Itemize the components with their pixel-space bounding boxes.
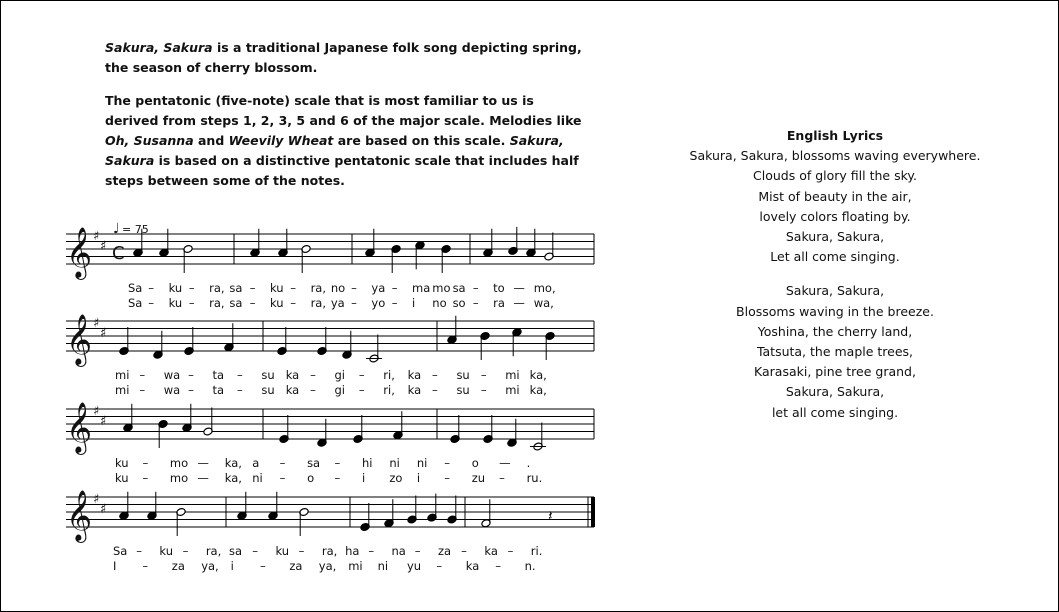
- lyric-syllable: ka: [465, 559, 480, 573]
- lyric-syllable: o: [307, 471, 315, 485]
- lyric-syllable: –: [310, 368, 316, 382]
- lyric-syllable: –: [436, 559, 443, 573]
- lyric-syllable: –: [351, 296, 357, 310]
- treble-clef-icon: 𝄞: [66, 402, 93, 453]
- lyric-syllable: ha: [345, 544, 360, 558]
- lyric-syllable: —: [197, 456, 209, 470]
- lyric-syllable: –: [432, 368, 438, 382]
- lyric-syllable: ya: [371, 281, 386, 295]
- lyric-line: Karasaki, pine tree grand,: [754, 364, 916, 380]
- lyric-syllable: –: [260, 559, 266, 573]
- lyric-syllable: su: [456, 368, 470, 382]
- staff-system-4: [66, 490, 595, 573]
- lyric-syllable: –: [472, 281, 479, 295]
- staff-system-2: [66, 314, 594, 397]
- lyric-syllable: –: [461, 544, 467, 558]
- lyric-syllable: so: [452, 296, 466, 310]
- song-name-oh-susanna: Oh, Susanna: [105, 133, 194, 148]
- lyric-syllable: yo: [371, 296, 386, 310]
- sharp-icon: ♯: [100, 326, 107, 341]
- lyric-syllable: zu: [471, 471, 486, 485]
- lyric-line: Sakura, Sakura,: [785, 283, 885, 299]
- lyric-syllable: mi: [115, 383, 130, 397]
- song-title: Sakura, Sakura: [105, 40, 213, 55]
- lyric-syllable: ku: [115, 456, 129, 470]
- sharp-icon: ♯: [93, 316, 100, 331]
- lyric-syllable: –: [310, 383, 316, 397]
- lyric-syllable: –: [142, 559, 149, 573]
- lyric-syllable: —: [513, 296, 525, 310]
- lyric-syllable: –: [236, 383, 243, 397]
- lyric-syllable: —: [499, 456, 511, 470]
- lyric-syllable: sa: [452, 281, 466, 295]
- rest-icon: 𝄽: [548, 507, 553, 525]
- staff-system-1: [66, 221, 594, 310]
- lyric-line: lovely colors floating by.: [759, 208, 911, 224]
- lyric-syllable: –: [444, 471, 450, 485]
- lyric-syllable: ku: [270, 296, 284, 310]
- lyric-syllable: ra,: [205, 544, 222, 558]
- lyric-syllable: –: [444, 456, 450, 470]
- lyric-syllable: I: [113, 559, 117, 573]
- lyric-syllable: gi: [334, 383, 345, 397]
- sharp-icon: ♯: [100, 239, 107, 254]
- sharp-icon: ♯: [100, 414, 107, 429]
- lyrics-stanza-2: [680, 281, 990, 422]
- lyric-syllable: —: [513, 281, 525, 295]
- lyric-syllable: Sa: [113, 544, 128, 558]
- lyric-syllable: –: [358, 368, 365, 382]
- lyric-syllable: zo: [389, 471, 403, 485]
- lyric-syllable: –: [298, 544, 305, 558]
- lyrics-stanza-1: [680, 146, 990, 267]
- lyric-syllable: –: [480, 383, 487, 397]
- lyric-syllable: –: [290, 281, 297, 295]
- lyric-syllable: ka: [407, 368, 422, 382]
- lyric-syllable: ku: [168, 296, 183, 310]
- lyric-syllable: —: [197, 471, 209, 485]
- lyric-syllable: ka,: [224, 456, 242, 470]
- lyric-syllable: ka: [407, 383, 422, 397]
- lyric-syllable: –: [290, 296, 297, 310]
- lyric-syllable: mo: [169, 471, 189, 485]
- lyric-syllable: ku: [275, 544, 290, 558]
- lyric-syllable: n.: [524, 559, 536, 573]
- lyric-syllable: –: [480, 368, 487, 382]
- lyric-syllable: ni: [377, 559, 389, 573]
- lyric-syllable: sa: [229, 281, 243, 295]
- lyric-syllable: ya,: [318, 559, 337, 573]
- intro-p2-text-c: are based on this scale.: [333, 133, 510, 148]
- english-lyrics: [680, 126, 990, 423]
- lyric-syllable: –: [358, 383, 365, 397]
- lyric-syllable: –: [279, 456, 286, 470]
- sharp-icon: ♯: [93, 229, 100, 244]
- lyric-syllable: –: [252, 544, 259, 558]
- lyric-syllable: –: [499, 471, 505, 485]
- lyric-syllable: mi: [348, 559, 363, 573]
- lyric-syllable: –: [334, 456, 341, 470]
- song-name-sakura: Sakura, Sakura: [105, 133, 564, 168]
- lyric-syllable: sa: [307, 456, 321, 470]
- sharp-icon: ♯: [93, 492, 100, 507]
- lyric-syllable: Sa: [128, 281, 143, 295]
- lyric-syllable: mi: [505, 368, 520, 382]
- lyric-syllable: ni: [252, 471, 263, 485]
- lyric-syllable: –: [249, 281, 256, 295]
- lyric-syllable: ku: [270, 281, 284, 295]
- tempo-note-icon: ♩: [113, 221, 120, 237]
- lyric-syllable: wa: [163, 383, 181, 397]
- lyric-syllable: mo: [169, 456, 189, 470]
- lyric-syllable: –: [182, 544, 189, 558]
- lyric-syllable: –: [139, 368, 146, 382]
- lyric-syllable: ka: [285, 368, 300, 382]
- lyric-syllable: ra: [493, 296, 505, 310]
- lyric-syllable: –: [507, 544, 514, 558]
- lyric-syllable: –: [188, 383, 194, 397]
- lyric-line: Clouds of glory fill the sky.: [753, 168, 917, 184]
- lyric-syllable: –: [334, 471, 341, 485]
- lyric-syllable: su: [261, 368, 275, 382]
- lyric-syllable: gi: [334, 368, 345, 382]
- english-lyrics-heading: English Lyrics: [786, 128, 884, 143]
- lyric-syllable: ka,: [529, 368, 547, 382]
- lyric-syllable: za: [171, 559, 185, 573]
- lyric-line: Sakura, Sakura,: [785, 229, 885, 245]
- lyric-syllable: –: [432, 383, 438, 397]
- song-name-weevily-wheat: Weevily Wheat: [228, 133, 334, 148]
- lyric-syllable: –: [391, 281, 398, 295]
- lyric-syllable: za: [437, 544, 452, 558]
- intro-p2-text-a: The pentatonic (five-note) scale that is most familiar to us is derived from steps 1, 2, 3, 5 and 6 of the major scale. Melodies like: [105, 93, 582, 128]
- lyric-syllable: ra,: [321, 544, 338, 558]
- lyric-line: Sakura, Sakura,: [785, 384, 885, 400]
- treble-clef-icon: 𝄞: [66, 490, 93, 541]
- lyric-syllable: ta: [212, 383, 225, 397]
- lyric-syllable: no: [330, 281, 346, 295]
- lyric-line: Tatsuta, the maple trees,: [756, 344, 914, 360]
- lyric-line: Blossoms waving in the breeze.: [736, 303, 934, 319]
- lyric-syllable: –: [351, 281, 357, 295]
- time-signature: C: [112, 243, 125, 264]
- lyric-syllable: mi: [115, 368, 130, 382]
- lyric-syllable: –: [139, 383, 146, 397]
- lyric-syllable: yu: [407, 559, 422, 573]
- lyric-syllable: .: [526, 456, 531, 470]
- lyric-syllable: hi: [361, 456, 373, 470]
- lyric-syllable: –: [188, 296, 195, 310]
- lyric-syllable: sa: [229, 544, 243, 558]
- lyric-syllable: ra,: [310, 281, 327, 295]
- lyric-syllable: mo: [432, 281, 451, 295]
- lyric-syllable: i: [412, 296, 416, 310]
- lyric-syllable: ku: [168, 281, 183, 295]
- lyric-syllable: i: [230, 559, 234, 573]
- lyric-syllable: ra,: [209, 281, 225, 295]
- lyric-syllable: ka: [484, 544, 498, 558]
- lyric-syllable: ri,: [383, 383, 395, 397]
- lyric-syllable: –: [148, 281, 155, 295]
- lyric-syllable: ra,: [209, 296, 225, 310]
- lyric-syllable: ka,: [529, 383, 547, 397]
- lyric-syllable: –: [391, 296, 398, 310]
- lyric-syllable: su: [261, 383, 275, 397]
- lyric-syllable: –: [236, 368, 243, 382]
- lyric-syllable: Sa: [128, 296, 143, 310]
- lyric-syllable: ya: [330, 296, 345, 310]
- lyric-syllable: –: [136, 544, 142, 558]
- lyric-syllable: sa: [229, 296, 243, 310]
- treble-clef-icon: 𝄞: [66, 227, 93, 278]
- lyric-syllable: wa: [163, 368, 181, 382]
- lyric-line: Mist of beauty in the air,: [758, 188, 912, 204]
- lyric-syllable: ri.: [530, 544, 543, 558]
- lyric-syllable: –: [148, 296, 155, 310]
- lyric-syllable: su: [456, 383, 470, 397]
- lyric-syllable: ru.: [526, 471, 543, 485]
- treble-clef-icon: 𝄞: [66, 314, 93, 365]
- lyric-syllable: –: [142, 471, 149, 485]
- lyric-syllable: i: [416, 471, 421, 485]
- staff-system-3: [66, 402, 594, 485]
- lyric-syllable: ta: [212, 368, 225, 382]
- lyric-syllable: no: [432, 296, 447, 310]
- lyric-syllable: –: [368, 544, 375, 558]
- lyric-line: Sakura, Sakura, blossoms waving everywhere.: [689, 148, 981, 164]
- lyric-syllable: ni: [416, 456, 428, 470]
- final-bar-thick: [591, 497, 595, 527]
- lyric-syllable: to: [493, 281, 505, 295]
- lyric-syllable: –: [279, 471, 286, 485]
- lyric-syllable: –: [495, 559, 501, 573]
- lyric-syllable: ri,: [383, 368, 395, 382]
- lyric-line: let all come singing.: [771, 404, 899, 420]
- lyric-syllable: ya,: [201, 559, 219, 573]
- intro-p1-text: is a traditional Japanese folk song depicting spring, the season of cherry blossom.: [105, 40, 582, 75]
- lyric-syllable: o: [471, 456, 479, 470]
- sharp-icon: ♯: [93, 404, 100, 419]
- lyric-line: Yoshina, the cherry land,: [757, 323, 913, 339]
- lyric-syllable: –: [188, 281, 195, 295]
- sharp-icon: ♯: [100, 502, 107, 517]
- lyric-syllable: i: [361, 471, 366, 485]
- intro-p2-text-d: is based on a distinctive pentatonic scale that includes half steps between some of the notes.: [105, 153, 579, 188]
- lyric-syllable: ka,: [224, 471, 242, 485]
- lyric-syllable: ma: [412, 281, 431, 295]
- intro-p2-text-b: and: [193, 133, 229, 148]
- lyric-syllable: mi: [505, 383, 520, 397]
- lyric-syllable: a: [252, 456, 260, 470]
- lyric-syllable: –: [472, 296, 479, 310]
- lyric-syllable: –: [188, 368, 194, 382]
- lyric-syllable: za: [289, 559, 303, 573]
- lyric-syllable: na: [391, 544, 406, 558]
- lyric-syllable: ka: [285, 383, 300, 397]
- lyric-syllable: –: [142, 456, 149, 470]
- lyric-syllable: ni: [389, 456, 400, 470]
- lyric-syllable: ku: [159, 544, 174, 558]
- lyric-line: Let all come singing.: [770, 249, 900, 265]
- lyric-syllable: ku: [115, 471, 129, 485]
- lyric-syllable: mo,: [533, 281, 556, 295]
- tempo-marking: = 75: [122, 223, 149, 236]
- lyric-syllable: ra,: [310, 296, 327, 310]
- lyric-syllable: –: [414, 544, 421, 558]
- lyric-syllable: –: [249, 296, 256, 310]
- lyric-syllable: wa,: [533, 296, 554, 310]
